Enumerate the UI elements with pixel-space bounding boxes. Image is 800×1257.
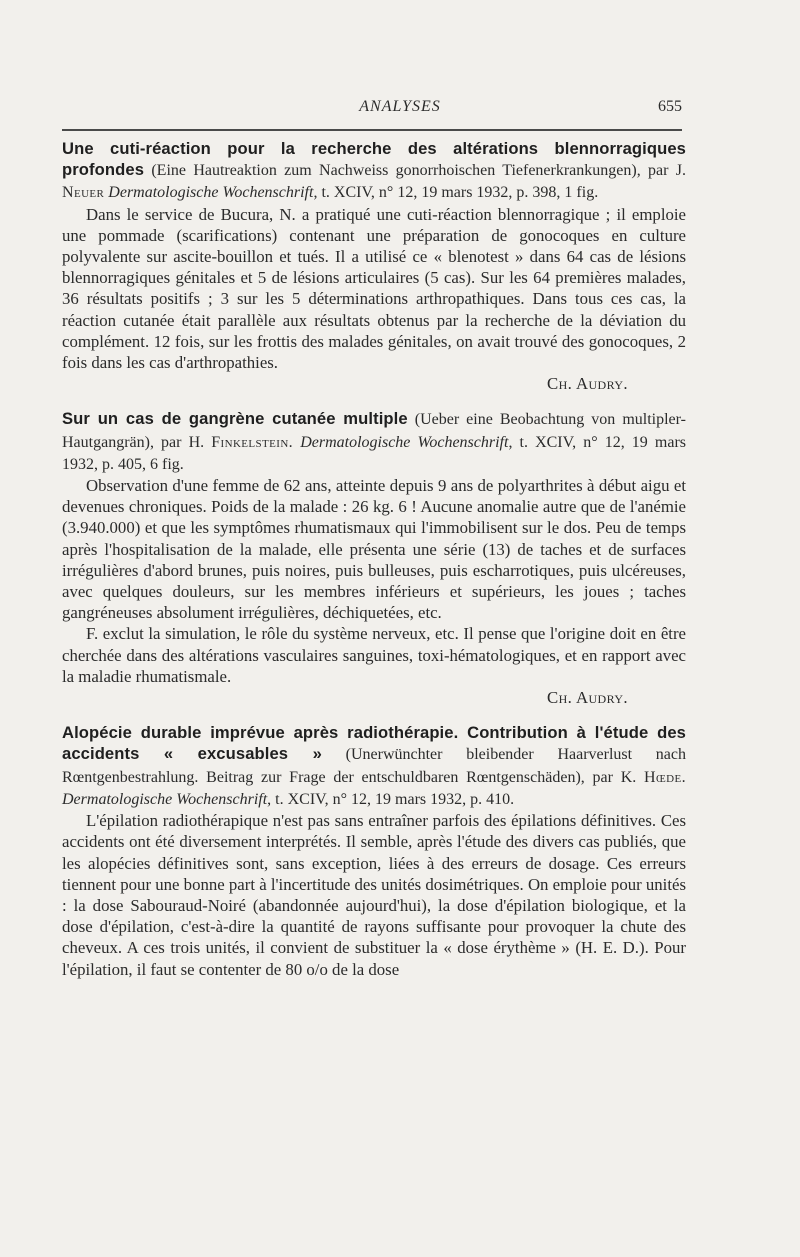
article-cuti-reaction	[62, 138, 686, 394]
running-title: ANALYSES	[359, 98, 441, 115]
source-text: (Ueber eine Beobachtung von multipler-Hautgangrän), par H.	[62, 411, 686, 451]
running-head	[0, 98, 800, 122]
article-paragraph: L'épilation radiothérapique n'est pas sans entraîner parfois des épilations définitives. Ces accidents ont été diversement interprétés. Il semble, après l'étude des divers cas publiés, que les alopécies définitives sont, sans exception, liées à des erreurs de dosage. Ces erreurs tiennent pour une bonne part à l'incertitude des unités dosimétriques. On emploie pour unités : la dose Sabouraud-Noiré (abandonnée aujourd'hui), la dose d'épilation biologique, et la dose d'épilation, c'est-à-dire la quantité de rayons suffisante pour provoquer la chute des cheveux. A ces trois unités, il convient de substituer la « dose érythème » (H. E. D.). Pour l'épilation, il faut se contenter de 80 o/o de la dose	[62, 811, 686, 979]
journal-name: Dermatologische Wochenschrift	[108, 184, 314, 202]
source-details: , t. XCIV, n° 12, 19 mars 1932, p. 398, 1 fig.	[313, 184, 599, 202]
article-paragraph: Observation d'une femme de 62 ans, atteinte depuis 9 ans de polyarthrites à début aigu et devenues chroniques. Poids de la malade : 26 kg. 6 ! Aucune anomalie autre que de l'anémie (3.940.000) et que les symptômes rhumatismaux qui l'immobilisent sur le dos. Peu de temps après l'hospitalisation de la malade, elle présenta une série (13) de taches et de surfaces irrégulières d'abord brunes, puis noires, puis bulleuses, puis escharrotiques, puis ulcéreuses, avec quelques douleurs, sur les membres inférieurs et supérieurs, les joues ; taches gangréneuses absolument irrégulières, déchiquetées, etc.	[62, 476, 686, 623]
article-heading	[62, 722, 686, 810]
article-heading	[62, 138, 686, 204]
article-gangrene	[62, 408, 686, 708]
source-text: (Unerwünchter bleibender Haarverlust nach Rœntgenbestrahlung. Beitrag zur Frage der entschuldbaren Rœntgenschäden), par K.	[62, 746, 687, 786]
source-details: , t. XCIV, n° 12, 19 mars 1932, p. 405, 6 fig.	[62, 433, 686, 473]
article-title: Une cuti-réaction pour la recherche des altérations blennorragiques profondes	[62, 139, 686, 180]
body-text	[62, 138, 686, 994]
source-text: (Eine Hautreaktion zum Nachweiss gonorrhoischen Tiefenerkrankungen), par J.	[144, 162, 686, 180]
article-heading	[62, 408, 686, 475]
article-paragraph: Dans le service de Bucura, N. a pratiqué une cuti-réaction blennorragique ; il emploie une pommade (scarifications) contenant une préparation de gonocoques en culture polyvalente sur ascite-bouillon et tués. Il a utilisé ce « blenotest » dans 64 cas de lésions blennorragiques génitales et 5 de lésions articulaires (5 cas). Sur les 64 premières malades, 36 résultats positifs ; 3 sur les 5 déterminations arthropathiques. Dans tous ces cas, la réaction cutanée était parallèle aux résultats obtenus par la recherche de la déviation du complément. 12 fois, sur les frottis des malades génitales, on avait trouvé des gonocoques, 2 fois dans les cas d'arthropathies.	[62, 204, 686, 373]
article-source	[62, 162, 686, 201]
article-author: Hœde.	[644, 768, 686, 786]
article-title: Sur un cas de gangrène cutanée multiple	[62, 409, 408, 429]
article-title: Alopécie durable imprévue après radiothérapie. Contribution à l'étude des accidents « excusables »	[62, 723, 686, 764]
article-signature: Ch. Audry.	[547, 374, 628, 394]
journal-name: Dermatologische Wochenschrift	[62, 790, 268, 808]
header-rule	[62, 129, 682, 131]
article-author: Neuer	[62, 184, 105, 202]
source-details: , t. XCIV, n° 12, 19 mars 1932, p. 410.	[267, 790, 515, 808]
article-alopecie	[62, 722, 686, 979]
article-signature: Ch. Audry.	[547, 688, 628, 708]
journal-name: Dermatologische Wochenschrift	[300, 433, 509, 451]
article-paragraph: F. exclut la simulation, le rôle du système nerveux, etc. Il pense que l'origine doit en être cherchée dans des altérations vasculaires sanguines, toxi-hématologiques, et en rapport avec la maladie rhumatismale.	[62, 624, 686, 686]
article-author: Finkelstein.	[211, 433, 294, 451]
page-number: 655	[658, 98, 682, 115]
